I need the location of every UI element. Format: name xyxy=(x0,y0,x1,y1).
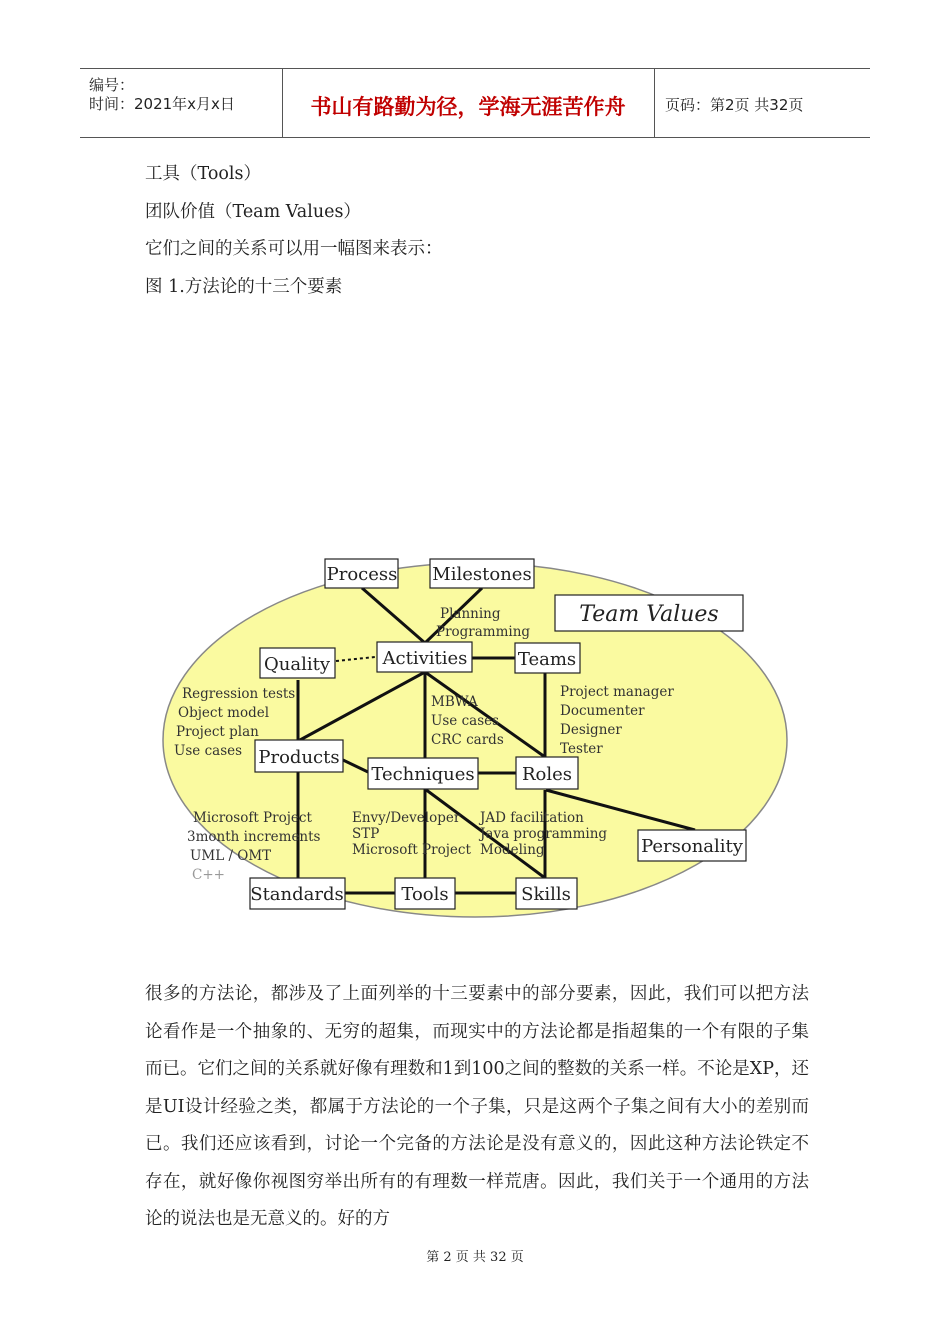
label-documenter: Documenter xyxy=(560,703,645,719)
label-use-cases-quality: Use cases xyxy=(174,743,243,759)
node-milestones: Milestones xyxy=(432,564,532,585)
header-page-info: 页码：第2页 共32页 xyxy=(665,96,804,114)
figure-caption: 图 1.方法论的十三个要素 xyxy=(145,277,343,297)
node-activities: Activities xyxy=(382,648,468,669)
label-programming: Programming xyxy=(436,624,531,640)
label-project-plan: Project plan xyxy=(176,724,259,740)
label-object-model: Object model xyxy=(178,705,270,721)
label-mbwa: MBWA xyxy=(431,694,478,710)
label-microsoft-project-tool: Microsoft Project xyxy=(352,842,471,858)
label-java-programming: Java programming xyxy=(480,826,608,842)
node-techniques: Techniques xyxy=(371,764,475,785)
node-skills: Skills xyxy=(521,884,571,905)
label-crc-cards: CRC cards xyxy=(431,732,504,748)
text-line-tools: 工具（Tools） xyxy=(145,164,261,184)
text-line-team-values: 团队价值（Team Values） xyxy=(145,202,361,222)
node-process: Process xyxy=(326,564,398,585)
label-project-manager: Project manager xyxy=(560,684,674,700)
page-footer: 第 2 页 共 32 页 xyxy=(426,1250,524,1265)
label-regression-tests: Regression tests xyxy=(182,686,296,702)
label-planning: Planning xyxy=(440,606,501,622)
label-3month-increments: 3month increments xyxy=(187,829,321,845)
doc-time-label: 时间：2021年x月x日 xyxy=(89,95,235,113)
label-modeling: Modeling xyxy=(480,842,545,858)
node-roles: Roles xyxy=(521,764,573,785)
node-standards: Standards xyxy=(250,884,344,905)
text-line-relation: 它们之间的关系可以用一幅图来表示： xyxy=(145,239,443,259)
node-personality: Personality xyxy=(641,836,743,857)
label-designer: Designer xyxy=(560,722,622,738)
node-team-values: Team Values xyxy=(579,602,719,627)
node-quality: Quality xyxy=(264,654,330,675)
label-cpp: C++ xyxy=(192,867,225,883)
header-motto: 书山有路勤为径，学海无涯苦作舟 xyxy=(310,95,626,119)
label-envy-developer: Envy/Developer xyxy=(352,810,461,826)
label-microsoft-project-std: Microsoft Project xyxy=(193,810,312,826)
body-paragraph: 很多的方法论，都涉及了上面列举的十三要素中的部分要素，因此，我们可以把方法论看作是一个抽象的、无穷的超集，而现实中的方法论都是指超集的一个有限的子集而已。它们之间的关系就好像有理数和1到100之间的整数的关系一样。不论是XP，还是UI设计经验之类，都属于方法论的一个子集，只是这两个子集之间有大小的差别而已。我们还应该看到，讨论一个完备的方法论是没有意义的，因此这种方法论铁定不存在，就好像你视图穷举出所有的有理数一样荒唐。因此，我们关于一个通用的方法论的说法也是无意义的。好的方 xyxy=(145,984,809,1229)
label-use-cases-technique: Use cases xyxy=(431,713,500,729)
label-uml-omt: UML / OMT xyxy=(190,848,272,864)
label-stp: STP xyxy=(352,826,380,842)
doc-number-label: 编号： xyxy=(89,76,135,94)
label-jad-facilitation: JAD facilitation xyxy=(480,810,584,826)
node-tools: Tools xyxy=(401,884,449,905)
node-teams: Teams xyxy=(517,649,577,670)
node-products: Products xyxy=(258,747,340,768)
label-tester: Tester xyxy=(560,741,603,757)
